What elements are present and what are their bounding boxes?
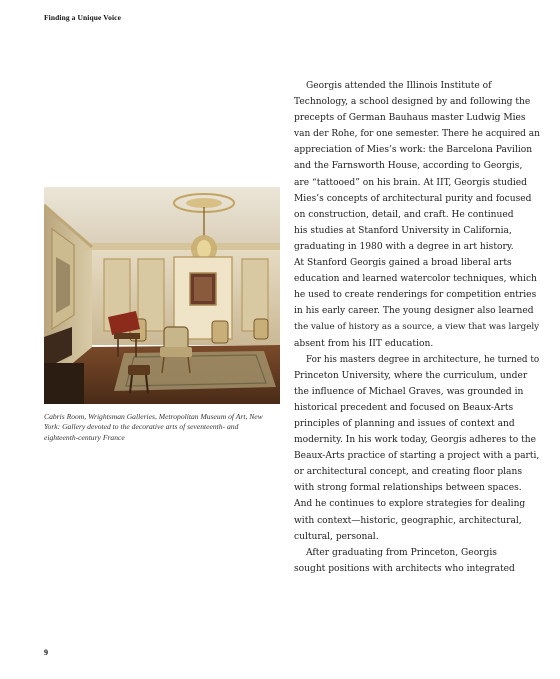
body-line: historical precedent and focused on Beaux-Arts (294, 402, 514, 413)
body-line: absent from his IIT education. (294, 338, 434, 349)
body-line: or architectural concept, and creating floor plans (294, 467, 522, 478)
running-head: Finding a Unique Voice (44, 13, 122, 22)
body-line: Mies’s concepts of architectural purity and focused (294, 193, 532, 204)
page-number: 9 (44, 648, 48, 657)
body-line: Georgis attended the Illinois Institute of (306, 81, 492, 91)
body-line: with context—historic, geographic, architectural, (294, 515, 522, 526)
body-line: precepts of German Bauhaus master Ludwig Mies (294, 113, 526, 124)
body-line: and the Farnsworth House, according to Georgis, (294, 161, 523, 172)
body-text (294, 78, 540, 577)
body-line: his studies at Stanford University in California, (294, 225, 512, 236)
body-line: he used to create renderings for competition entries (294, 290, 537, 301)
body-line: And he continues to explore strategies for dealing (294, 499, 526, 510)
body-line: sought positions with architects who integrated (294, 563, 515, 574)
body-line: appreciation of Mies’s work: the Barcelona Pavilion (294, 145, 533, 156)
photo-caption: Cabris Room, Wrightsman Galleries, Metropolitan Museum of Art, New York: Gallery devoted to the decorative arts of seventeenth- and eighteenth-century France (44, 412, 263, 442)
body-line: on construction, detail, and craft. He continued (294, 209, 514, 220)
body-line: the influence of Michael Graves, was grounded in (294, 386, 524, 397)
body-line: cultural, personal. (294, 531, 379, 542)
body-line: education and learned watercolor techniques, which (294, 274, 537, 285)
body-line: the value of history as a source, a view that was largely (294, 322, 540, 333)
body-line: Beaux-Arts practice of starting a project with a parti, (294, 451, 540, 462)
body-line: modernity. In his work today, Georgis adheres to the (294, 435, 536, 446)
body-line: van der Rohe, for one semester. There he acquired an (294, 129, 540, 140)
gallery-room-photo (44, 187, 280, 404)
body-line: For his masters degree in architecture, he turned to (306, 354, 540, 365)
body-line: After graduating from Princeton, Georgis (306, 547, 497, 558)
body-line: At Stanford Georgis gained a broad liberal arts (294, 258, 512, 269)
body-line: Technology, a school designed by and following the (294, 97, 531, 108)
body-line: in his early career. The young designer also learned (294, 306, 534, 317)
body-line: graduating in 1980 with a degree in art history. (294, 241, 514, 252)
body-line: with strong formal relationships between spaces. (294, 483, 522, 494)
body-line: are “tattooed” on his brain. At IIT, Georgis studied (294, 177, 527, 188)
body-line: Princeton University, where the curriculum, under (294, 370, 528, 381)
body-line: principles of planning and issues of context and (294, 418, 515, 429)
